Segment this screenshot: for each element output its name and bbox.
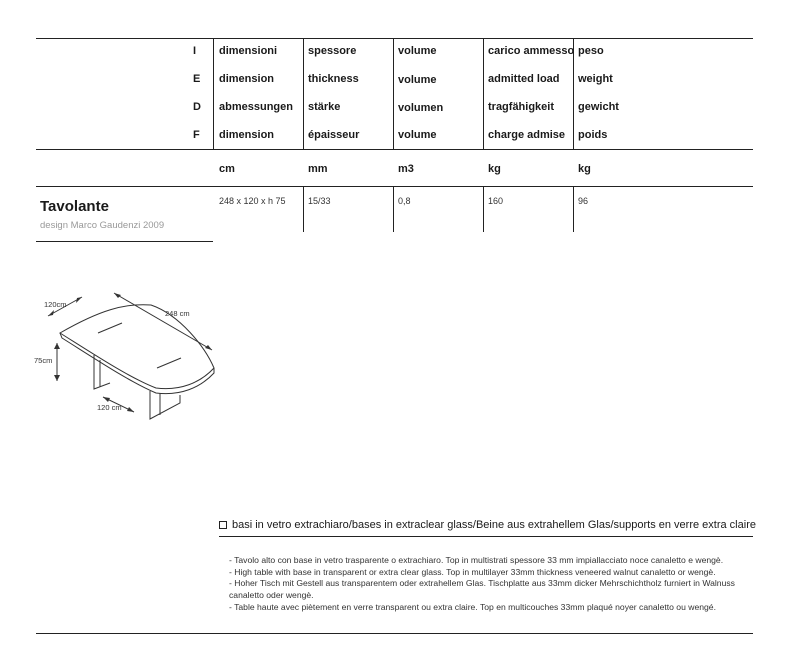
header-dimension-fr: dimension bbox=[219, 129, 275, 141]
header-thickness-it: spessore bbox=[308, 45, 357, 57]
value-volume: 0,8 bbox=[398, 196, 411, 206]
header-dimension-de: abmessungen bbox=[219, 101, 293, 113]
square-outline-icon bbox=[219, 521, 227, 529]
header-volume-it: volume bbox=[398, 45, 437, 57]
header-thickness-en: thickness bbox=[308, 73, 359, 85]
language-code-it: I bbox=[193, 45, 197, 57]
dimension-label-width: 120cm bbox=[44, 300, 67, 309]
header-volume-de: volumen bbox=[398, 102, 444, 114]
unit-load: kg bbox=[488, 163, 501, 175]
column-divider bbox=[573, 186, 574, 232]
header-weight-en: weight bbox=[578, 73, 613, 85]
legend-text: basi in vetro extrachiaro/bases in extraclear glass/Beine aus extrahellem Glas/supports en verre extra claire bbox=[232, 519, 756, 531]
table-top-rule bbox=[36, 38, 753, 39]
unit-volume: m3 bbox=[398, 163, 414, 175]
value-dimension: 248 x 120 x h 75 bbox=[219, 196, 286, 206]
unit-thickness: mm bbox=[308, 163, 328, 175]
header-thickness-fr: épaisseur bbox=[308, 129, 360, 141]
header-volume-fr: volume bbox=[398, 129, 437, 141]
header-thickness-de: stärke bbox=[308, 101, 341, 113]
header-load-en: admitted load bbox=[488, 73, 560, 85]
legend-underline bbox=[219, 536, 753, 537]
header-weight-it: peso bbox=[578, 45, 604, 57]
dimension-line-length bbox=[114, 293, 212, 350]
header-dimension-it: dimensioni bbox=[219, 45, 278, 57]
header-load-fr: charge admise bbox=[488, 129, 566, 141]
header-weight-fr: poids bbox=[578, 129, 608, 141]
note-german: - Hoher Tisch mit Gestell aus transparentem oder extrahellem Glas. Tischplatte aus 33mm dicker Mehrschichtholz furniert in Walnuss canaletto oder wengè. bbox=[229, 578, 735, 601]
language-code-en: E bbox=[193, 73, 201, 85]
header-weight-de: gewicht bbox=[578, 101, 619, 113]
glass-leg bbox=[150, 391, 180, 419]
value-load: 160 bbox=[488, 196, 504, 206]
dimension-label-base: 120 cm bbox=[97, 403, 122, 412]
top-slot bbox=[157, 358, 181, 368]
header-load-de: tragfähigkeit bbox=[488, 101, 555, 113]
language-code-de: D bbox=[193, 101, 201, 113]
top-slot bbox=[98, 323, 122, 333]
column-divider bbox=[393, 38, 394, 149]
header-volume-en: volume bbox=[398, 74, 437, 86]
column-divider bbox=[483, 186, 484, 232]
language-code-fr: F bbox=[193, 129, 200, 141]
dimension-label-length: 248 cm bbox=[165, 309, 190, 318]
note-french: - Table haute avec piètement en verre transparent ou extra claire. Top en multicouches 33mm plaqué noyer canaletto ou wengé. bbox=[229, 601, 716, 612]
product-designer: design Marco Gaudenzi 2009 bbox=[40, 220, 165, 231]
page-bottom-rule bbox=[36, 633, 753, 634]
column-divider bbox=[483, 38, 484, 149]
header-load-it: carico ammesso bbox=[488, 45, 575, 57]
header-bottom-rule bbox=[36, 149, 753, 150]
unit-weight: kg bbox=[578, 163, 591, 175]
product-name: Tavolante bbox=[40, 198, 109, 215]
table-technical-drawing bbox=[30, 285, 230, 430]
unit-dimension: cm bbox=[219, 163, 235, 175]
header-dimension-en: dimension bbox=[219, 73, 275, 85]
product-notes bbox=[229, 555, 759, 614]
note-italian: - Tavolo alto con base in vetro trasparente o extrachiaro. Top in multistrati spessore 33 mm impiallacciato noce canaletto e wengè. bbox=[229, 555, 724, 565]
column-divider bbox=[393, 186, 394, 232]
glass-base-legend bbox=[219, 519, 756, 531]
tabletop-outline bbox=[60, 305, 214, 389]
value-thickness: 15/33 bbox=[308, 196, 331, 206]
note-english: - High table with base in transparent or extra clear glass. Top in multilayer 33mm thickness veneered walnut canaletto or wengè. bbox=[229, 566, 716, 577]
units-bottom-rule bbox=[36, 186, 753, 187]
product-underline bbox=[36, 241, 213, 242]
column-divider bbox=[303, 186, 304, 232]
dimension-label-height: 75cm bbox=[34, 356, 53, 365]
value-weight: 96 bbox=[578, 196, 589, 206]
column-divider bbox=[303, 38, 304, 149]
column-divider bbox=[213, 38, 214, 149]
